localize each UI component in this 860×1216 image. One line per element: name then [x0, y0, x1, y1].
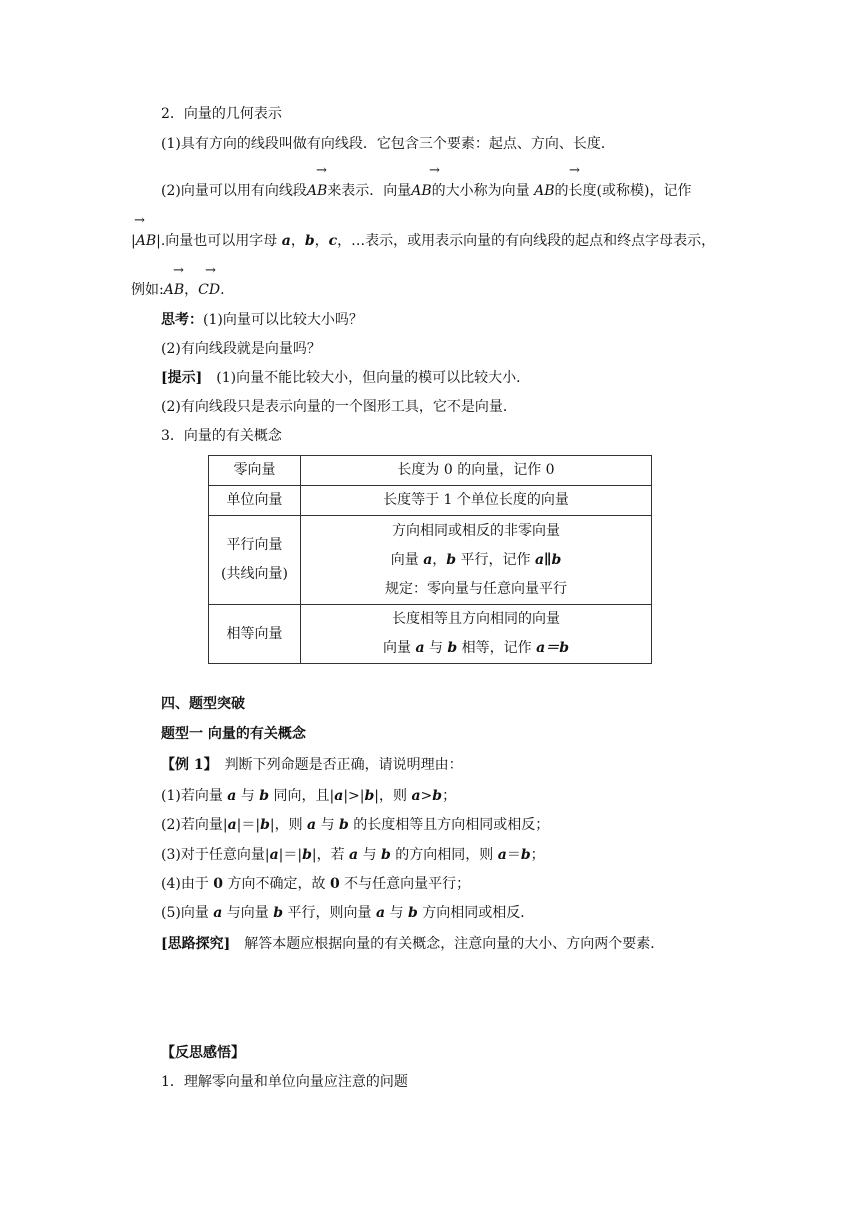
vector-a: a [227, 788, 237, 804]
section-heading-2: 2．向量的几何表示 [161, 106, 282, 122]
vector-b: b [364, 788, 375, 804]
text: 的方向相同，则 [390, 847, 498, 863]
table-cell: 零向量 [209, 456, 301, 486]
table-row [209, 456, 652, 486]
text: > [420, 788, 433, 804]
proposition-4 [161, 874, 470, 894]
table-row [209, 486, 652, 516]
vector-cd: CD [198, 282, 221, 298]
table-cell: 长度等于 1 个单位长度的向量 [301, 486, 652, 516]
text: |，则 [374, 788, 412, 804]
vector-ab: AB [411, 183, 432, 199]
text: 向量 [390, 551, 424, 568]
vector-b: b [407, 905, 418, 921]
proposition-2 [161, 815, 549, 835]
cell-line: 方向相同或相反的非零向量 [392, 522, 560, 539]
vector-a: a [415, 640, 425, 656]
vector-a: a [213, 905, 223, 921]
text: 例如: [131, 282, 164, 298]
text: ， [184, 282, 199, 298]
vector-a: a [497, 847, 507, 863]
paragraph-directed-segment: (1)具有方向的线段叫做有向线段．它包含三个要素：起点、方向、长度． [161, 136, 615, 152]
vector-b: b [259, 788, 270, 804]
table-cell [209, 516, 301, 605]
vector-a: a [281, 233, 291, 249]
parallel-relation: a∥b [534, 551, 562, 568]
text: 来表示．向量 [327, 183, 412, 199]
think-question-2: (2)有向线段就是向量吗？ [161, 341, 321, 357]
text: 与 [316, 817, 340, 833]
vector-b: b [447, 640, 458, 656]
example-label: 【例 1】 [161, 757, 211, 773]
reflection-item-1: 1．理解零向量和单位向量应注意的问题 [161, 1074, 408, 1090]
vector-ab: AB [306, 183, 328, 199]
text: ； [530, 847, 545, 863]
text: (4)由于 [161, 876, 214, 892]
paragraph-vector-representation [161, 181, 691, 201]
cell-line [305, 634, 647, 663]
text: ， [290, 233, 305, 249]
text: 方向不确定，故 [223, 876, 330, 892]
table-cell: 单位向量 [209, 486, 301, 516]
text: 的长度相等且方向相同或相反； [348, 817, 550, 833]
idea-label: [思路探究] [161, 936, 231, 952]
vector-a: a [269, 847, 279, 863]
vector-b: b [446, 551, 457, 568]
text: 平行，则向量 [283, 905, 376, 921]
vector-ab: AB [163, 282, 185, 298]
text: 与 [236, 788, 260, 804]
text: |，则 [269, 817, 308, 833]
text: 平行，记作 [456, 551, 535, 568]
idea-exploration [161, 934, 664, 954]
think-question-1 [161, 310, 363, 330]
vector-arrow: → [173, 263, 184, 278]
hint-answer-2: (2)有向线段只是表示向量的一个图形工具，它不是向量． [161, 399, 517, 415]
vector-b: b [339, 817, 349, 833]
question-type-1: 题型一 向量的有关概念 [161, 726, 306, 742]
text: 的大小称为向量 [431, 183, 535, 199]
vector-a: a [423, 551, 433, 568]
text: |＝| [236, 817, 261, 833]
text: (2)若向量| [161, 817, 228, 833]
zero-vector: 0 [213, 876, 224, 892]
vector-arrow: → [205, 263, 216, 278]
text: 的长度(或称模)，记作 [554, 183, 692, 199]
cell-line: 规定：零向量与任意向量平行 [385, 580, 567, 597]
vector-arrow: → [134, 213, 145, 228]
vector-b: b [260, 817, 270, 833]
text: 方向相同或相反． [417, 905, 535, 921]
table-cell: 相等向量 [209, 605, 301, 664]
section-heading-4: 四、题型突破 [161, 696, 245, 712]
text: |>| [343, 788, 365, 804]
vector-arrow: → [429, 163, 440, 178]
vector-b: b [302, 847, 312, 863]
vector-ab: AB [135, 233, 157, 249]
text: ； [442, 788, 457, 804]
vector-b: b [381, 847, 391, 863]
text: 与 [358, 847, 382, 863]
text: | [156, 233, 161, 249]
text: .向量也可以用字母 [160, 233, 282, 249]
text: ， [432, 551, 447, 568]
vector-arrow: → [316, 163, 327, 178]
cell-line [305, 546, 647, 575]
text: 解答本题应根据向量的有关概念，注意向量的大小、方向两个要素． [230, 936, 665, 952]
equal-relation: a＝b [536, 640, 569, 656]
hint-answer-1 [161, 368, 530, 388]
reflection-heading: 【反思感悟】 [161, 1045, 245, 1061]
cell-line: (共线向量) [221, 566, 288, 582]
example-1-prompt [161, 755, 463, 775]
text: (2)向量可以用有向线段 [161, 183, 307, 199]
text: . [220, 282, 225, 298]
proposition-5 [161, 903, 534, 923]
text: (3)对于任意向量| [161, 847, 270, 863]
text: ＝ [506, 847, 521, 863]
vector-c: c [328, 233, 338, 249]
vector-a: a [307, 817, 317, 833]
vector-b: b [432, 788, 443, 804]
text: 与 [385, 905, 408, 921]
vector-a: a [349, 847, 359, 863]
vector-ab: AB [534, 183, 555, 199]
vector-concepts-table [208, 455, 652, 664]
table-row [209, 605, 652, 664]
vector-a: a [375, 905, 386, 921]
text: 向量 [382, 640, 416, 656]
think-label: 思考： [161, 312, 203, 328]
text: 判断下列命题是否正确，请说明理由： [210, 757, 463, 773]
zero-vector: 0 [329, 876, 340, 892]
cell-line: 平行向量 [226, 537, 283, 553]
vector-a: a [334, 788, 344, 804]
text: 同向，且| [269, 788, 335, 804]
text: ， [314, 233, 329, 249]
table-cell [301, 516, 652, 605]
section-heading-3: 3．向量的有关概念 [161, 428, 282, 444]
text: 与 [424, 640, 448, 656]
text: (5)向量 [161, 905, 214, 921]
paragraph-vector-notation [131, 231, 715, 251]
text: 不与任意向量平行； [339, 876, 471, 892]
text: ，…表示，或用表示向量的有向线段的起点和终点字母表示， [337, 233, 716, 249]
text: (1)向量不能比较大小，但向量的模可以比较大小． [202, 370, 531, 386]
text: | [131, 233, 136, 249]
cell-line: 长度相等且方向相同的向量 [392, 611, 560, 627]
proposition-3 [161, 845, 545, 865]
table-row [209, 516, 652, 605]
proposition-1 [161, 786, 456, 806]
vector-a: a [227, 817, 237, 833]
table-cell: 长度为 0 的向量，记作 0 [301, 456, 652, 486]
vector-b: b [304, 233, 315, 249]
vector-b: b [273, 905, 284, 921]
text: (1)向量可以比较大小吗？ [203, 312, 363, 328]
vector-a: a [411, 788, 421, 804]
paragraph-example [131, 280, 225, 300]
vector-arrow: → [569, 163, 580, 178]
text: 与向量 [222, 905, 274, 921]
vector-b: b [520, 847, 531, 863]
table-cell [301, 605, 652, 664]
text: 相等，记作 [457, 640, 537, 656]
text: |＝| [278, 847, 303, 863]
text: (1)若向量 [161, 788, 228, 804]
hint-label: [提示] [161, 370, 203, 386]
text: |，若 [311, 847, 350, 863]
